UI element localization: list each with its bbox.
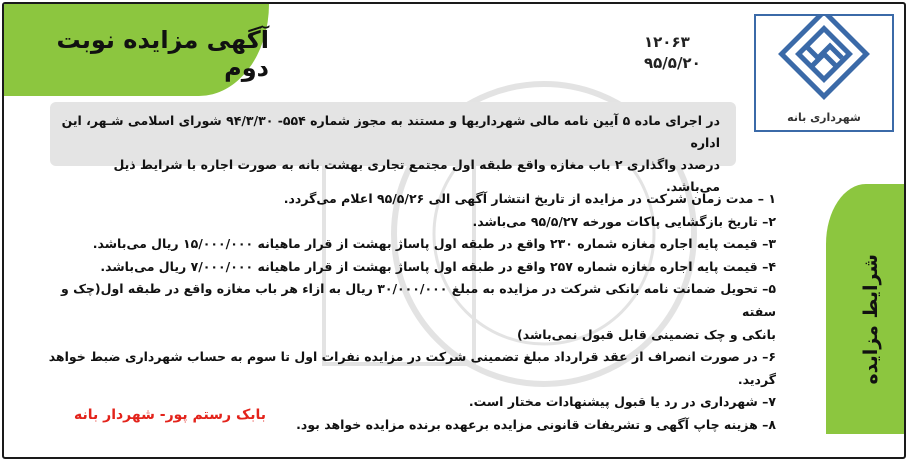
condition-item: بانکی و چک تضمینی قابل قبول نمی‌باشد) xyxy=(517,326,776,342)
condition-item: ۷– شهرداری در رد یا قبول پیشنهادات مختار است. xyxy=(468,394,776,410)
notice-number: ۱۲۰۶۳ xyxy=(644,33,690,51)
logo-emblem-icon xyxy=(756,16,892,108)
conditions-label: شرایط مزایده xyxy=(860,254,882,385)
condition-item: ۸– هزینه چاپ آگهی و تشریفات قانونی مزایده برعهده برنده مزایده خواهد بود. xyxy=(296,416,776,432)
notice-reference xyxy=(644,32,754,74)
notice-date: ۹۵/۵/۲۰ xyxy=(644,54,701,72)
condition-item: ۵– تحویل ضمانت نامه بانکی شرکت در مزایده به مبلغ ۳۰/۰۰۰/۰۰۰ ریال به ازاء هر باب مغازه واقع در طبقه اول(چک و سفته xyxy=(60,281,776,319)
conditions-list xyxy=(44,188,776,437)
condition-item: ۳– قیمت پایه اجاره مغازه شماره ۲۳۰ واقع در طبقه اول پاساژ بهشت از قرار ماهیانه ۱۵/۰۰۰/۰۰۰ ریال می‌باشد. xyxy=(92,236,776,252)
condition-item: ۶– در صورت انصراف از عقد قرارداد مبلغ تضمینی شرکت در مزایده نفرات اول تا سوم به حساب شهرداری ضبط خواهد گردید. xyxy=(48,349,776,387)
municipality-logo xyxy=(754,14,894,132)
intro-line-1: در اجرای ماده ۵ آیین نامه مالی شهرداریها و مستند به مجوز شماره ۵۵۴- ۹۴/۳/۳۰ شورای اسلامی شـهر، این اداره xyxy=(61,113,720,150)
intro-line-2: درصدد واگذاری ۲ باب مغازه واقع طبقه اول مجتمع تجاری بهشت بانه به صورت اجاره با شرایط ذیل می‌باشد. xyxy=(113,157,720,194)
logo-caption: شهرداری بانه xyxy=(787,111,861,124)
condition-item: ۱ – مدت زمان شرکت در مزایده از تاریخ انتشار آگهی الی ۹۵/۵/۲۶ اعلام می‌گردد. xyxy=(283,191,776,206)
mayor-signature: بابک رستم پور- شهردار بانه xyxy=(74,407,267,423)
title-banner xyxy=(4,4,269,96)
condition-item: ۴– قیمت پایه اجاره مغازه شماره ۲۵۷ واقع در طبقه اول پاساژ بهشت از قرار ماهیانه ۷/۰۰۰/۰۰۰ ریال می‌باشد. xyxy=(100,258,776,274)
condition-item: ۲– تاریخ بازگشایی پاکات مورخه ۹۵/۵/۲۷ می‌باشد. xyxy=(472,213,776,229)
advertisement-frame xyxy=(2,2,906,459)
banner-title: آگهی مزایده نوبت دوم xyxy=(56,26,269,82)
intro-paragraph xyxy=(50,102,736,194)
